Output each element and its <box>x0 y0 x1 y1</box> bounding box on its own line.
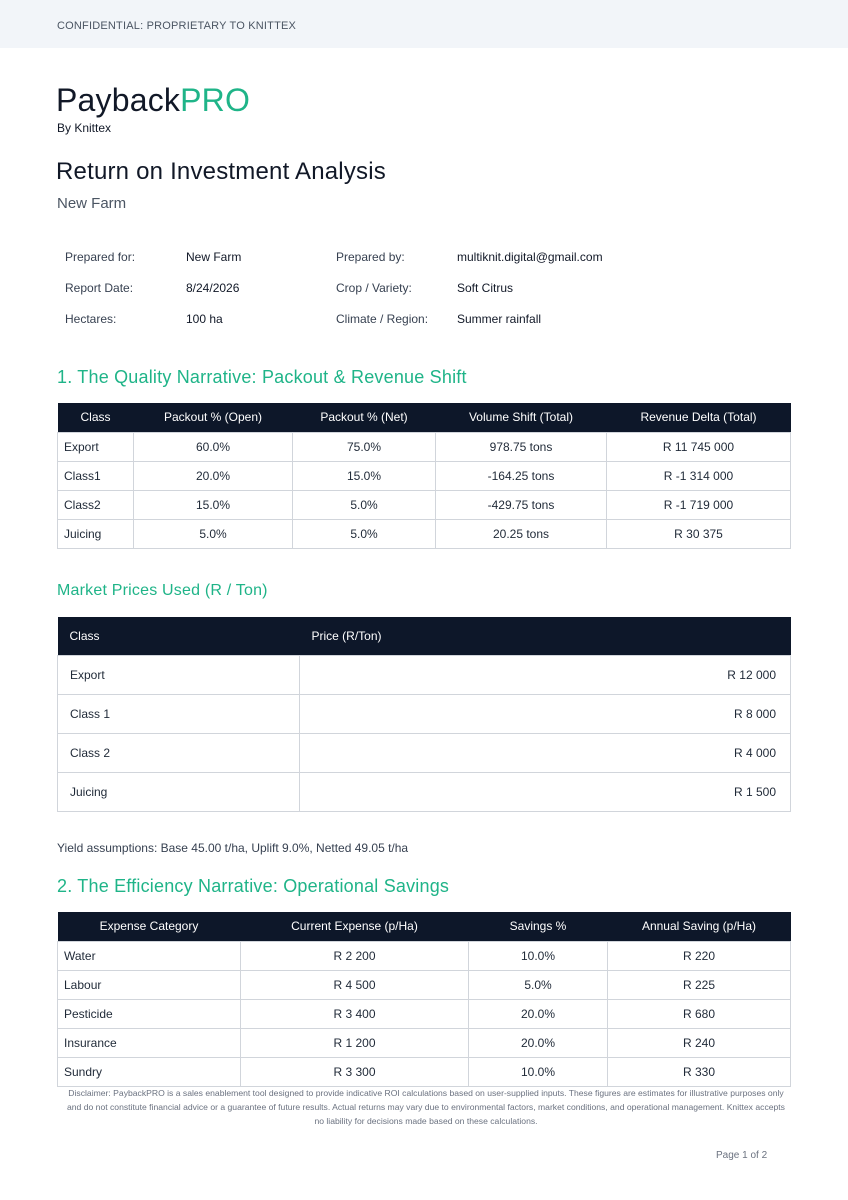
table-row <box>58 655 791 694</box>
confidential-text: CONFIDENTIAL: PROPRIETARY TO KNITTEX <box>57 20 297 32</box>
expense-category-cell: Sundry <box>58 1057 241 1086</box>
table-row <box>58 694 791 733</box>
annual-saving-cell: R 225 <box>608 970 791 999</box>
table-row <box>58 733 791 772</box>
table-row <box>58 941 791 970</box>
report-date-label: Report Date: <box>65 281 134 295</box>
packout-header: Volume Shift (Total) <box>436 403 607 432</box>
prepared-by-value: multiknit.digital@gmail.com <box>457 250 603 264</box>
volume-shift-cell: 20.25 tons <box>436 519 607 548</box>
volume-shift-cell: -429.75 tons <box>436 490 607 519</box>
savings-header-row <box>58 912 791 941</box>
class-cell: Class2 <box>58 490 134 519</box>
current-expense-cell: R 2 200 <box>241 941 469 970</box>
class-cell: Juicing <box>58 519 134 548</box>
annual-saving-cell: R 680 <box>608 999 791 1028</box>
market-prices-title: Market Prices Used (R / Ton) <box>57 582 268 599</box>
annual-saving-cell: R 330 <box>608 1057 791 1086</box>
disclaimer: Disclaimer: PaybackPRO is a sales enablement tool designed to provide indicative ROI calculations based on user-supplied inputs. These figures are estimates for illustrative purposes only and do not constitute financial advice or a guarantee of future results. Actual returns may vary due to environmental factors, market conditions, and operational management. Knittex accepts no liability for decisions made based on these calculations. <box>67 1088 785 1126</box>
crop-label: Crop / Variety: <box>336 281 412 295</box>
price-cell: R 12 000 <box>300 655 791 694</box>
expense-category-cell: Water <box>58 941 241 970</box>
savings-header: Annual Saving (p/Ha) <box>608 912 791 941</box>
annual-saving-cell: R 240 <box>608 1028 791 1057</box>
price-cell: R 1 500 <box>300 772 791 811</box>
packout-net-cell: 5.0% <box>293 490 436 519</box>
prepared-for-label: Prepared for: <box>65 250 136 264</box>
packout-open-cell: 5.0% <box>134 519 293 548</box>
class-cell: Export <box>58 432 134 461</box>
report-title: Return on Investment Analysis <box>56 158 386 185</box>
current-expense-cell: R 3 300 <box>241 1057 469 1086</box>
price-cell: R 8 000 <box>300 694 791 733</box>
volume-shift-cell: -164.25 tons <box>436 461 607 490</box>
hectares-value: 100 ha <box>186 312 223 326</box>
class-cell: Export <box>58 655 300 694</box>
market-header: Price (R/Ton) <box>300 617 791 655</box>
packout-open-cell: 60.0% <box>134 432 293 461</box>
yield-assumptions: Yield assumptions: Base 45.00 t/ha, Uplift 9.0%, Netted 49.05 t/ha <box>57 841 409 855</box>
report-date-value: 8/24/2026 <box>186 281 240 295</box>
table-row <box>58 1057 791 1086</box>
volume-shift-cell: 978.75 tons <box>436 432 607 461</box>
packout-net-cell: 15.0% <box>293 461 436 490</box>
expense-category-cell: Labour <box>58 970 241 999</box>
revenue-delta-cell: R -1 719 000 <box>607 490 791 519</box>
packout-header: Class <box>58 403 134 432</box>
market-header: Class <box>58 617 300 655</box>
brand-logo <box>56 82 250 118</box>
table-row <box>58 772 791 811</box>
revenue-delta-cell: R -1 314 000 <box>607 461 791 490</box>
table-row <box>58 1028 791 1057</box>
table-row <box>58 490 791 519</box>
class-cell: Class 2 <box>58 733 300 772</box>
revenue-delta-cell: R 11 745 000 <box>607 432 791 461</box>
packout-header: Packout % (Open) <box>134 403 293 432</box>
market-prices-table <box>57 617 791 812</box>
savings-percent-cell: 10.0% <box>469 1057 608 1086</box>
prepared-for-value: New Farm <box>186 250 242 264</box>
table-row <box>58 461 791 490</box>
climate-label: Climate / Region: <box>336 312 429 326</box>
savings-header: Expense Category <box>58 912 241 941</box>
crop-value: Soft Citrus <box>457 281 514 295</box>
climate-value: Summer rainfall <box>457 312 542 326</box>
expense-category-cell: Insurance <box>58 1028 241 1057</box>
class-cell: Class1 <box>58 461 134 490</box>
prepared-by-label: Prepared by: <box>336 250 405 264</box>
revenue-delta-cell: R 30 375 <box>607 519 791 548</box>
brand-suffix: PRO <box>180 82 251 118</box>
hectares-label: Hectares: <box>65 312 117 326</box>
class-cell: Juicing <box>58 772 300 811</box>
packout-net-cell: 75.0% <box>293 432 436 461</box>
page-number: Page 1 of 2 <box>716 1150 768 1161</box>
table-row <box>58 970 791 999</box>
savings-header: Current Expense (p/Ha) <box>241 912 469 941</box>
savings-percent-cell: 20.0% <box>469 1028 608 1057</box>
table-row <box>58 999 791 1028</box>
packout-header-row <box>58 403 791 432</box>
current-expense-cell: R 3 400 <box>241 999 469 1028</box>
packout-open-cell: 20.0% <box>134 461 293 490</box>
packout-header: Packout % (Net) <box>293 403 436 432</box>
savings-header: Savings % <box>469 912 608 941</box>
brand-name: Payback <box>56 82 181 118</box>
section1-title: 1. The Quality Narrative: Packout & Revenue Shift <box>57 367 467 387</box>
packout-table <box>57 403 791 549</box>
class-cell: Class 1 <box>58 694 300 733</box>
packout-net-cell: 5.0% <box>293 519 436 548</box>
report-subtitle: New Farm <box>57 195 127 212</box>
savings-percent-cell: 5.0% <box>469 970 608 999</box>
confidential-banner <box>0 0 848 48</box>
current-expense-cell: R 4 500 <box>241 970 469 999</box>
packout-open-cell: 15.0% <box>134 490 293 519</box>
table-row <box>58 432 791 461</box>
market-header-row <box>58 617 791 655</box>
annual-saving-cell: R 220 <box>608 941 791 970</box>
savings-percent-cell: 20.0% <box>469 999 608 1028</box>
table-row <box>58 519 791 548</box>
brand-byline: By Knittex <box>57 121 112 135</box>
section2-title: 2. The Efficiency Narrative: Operational Savings <box>57 876 450 896</box>
savings-table <box>57 912 791 1087</box>
savings-percent-cell: 10.0% <box>469 941 608 970</box>
packout-header: Revenue Delta (Total) <box>607 403 791 432</box>
price-cell: R 4 000 <box>300 733 791 772</box>
expense-category-cell: Pesticide <box>58 999 241 1028</box>
current-expense-cell: R 1 200 <box>241 1028 469 1057</box>
